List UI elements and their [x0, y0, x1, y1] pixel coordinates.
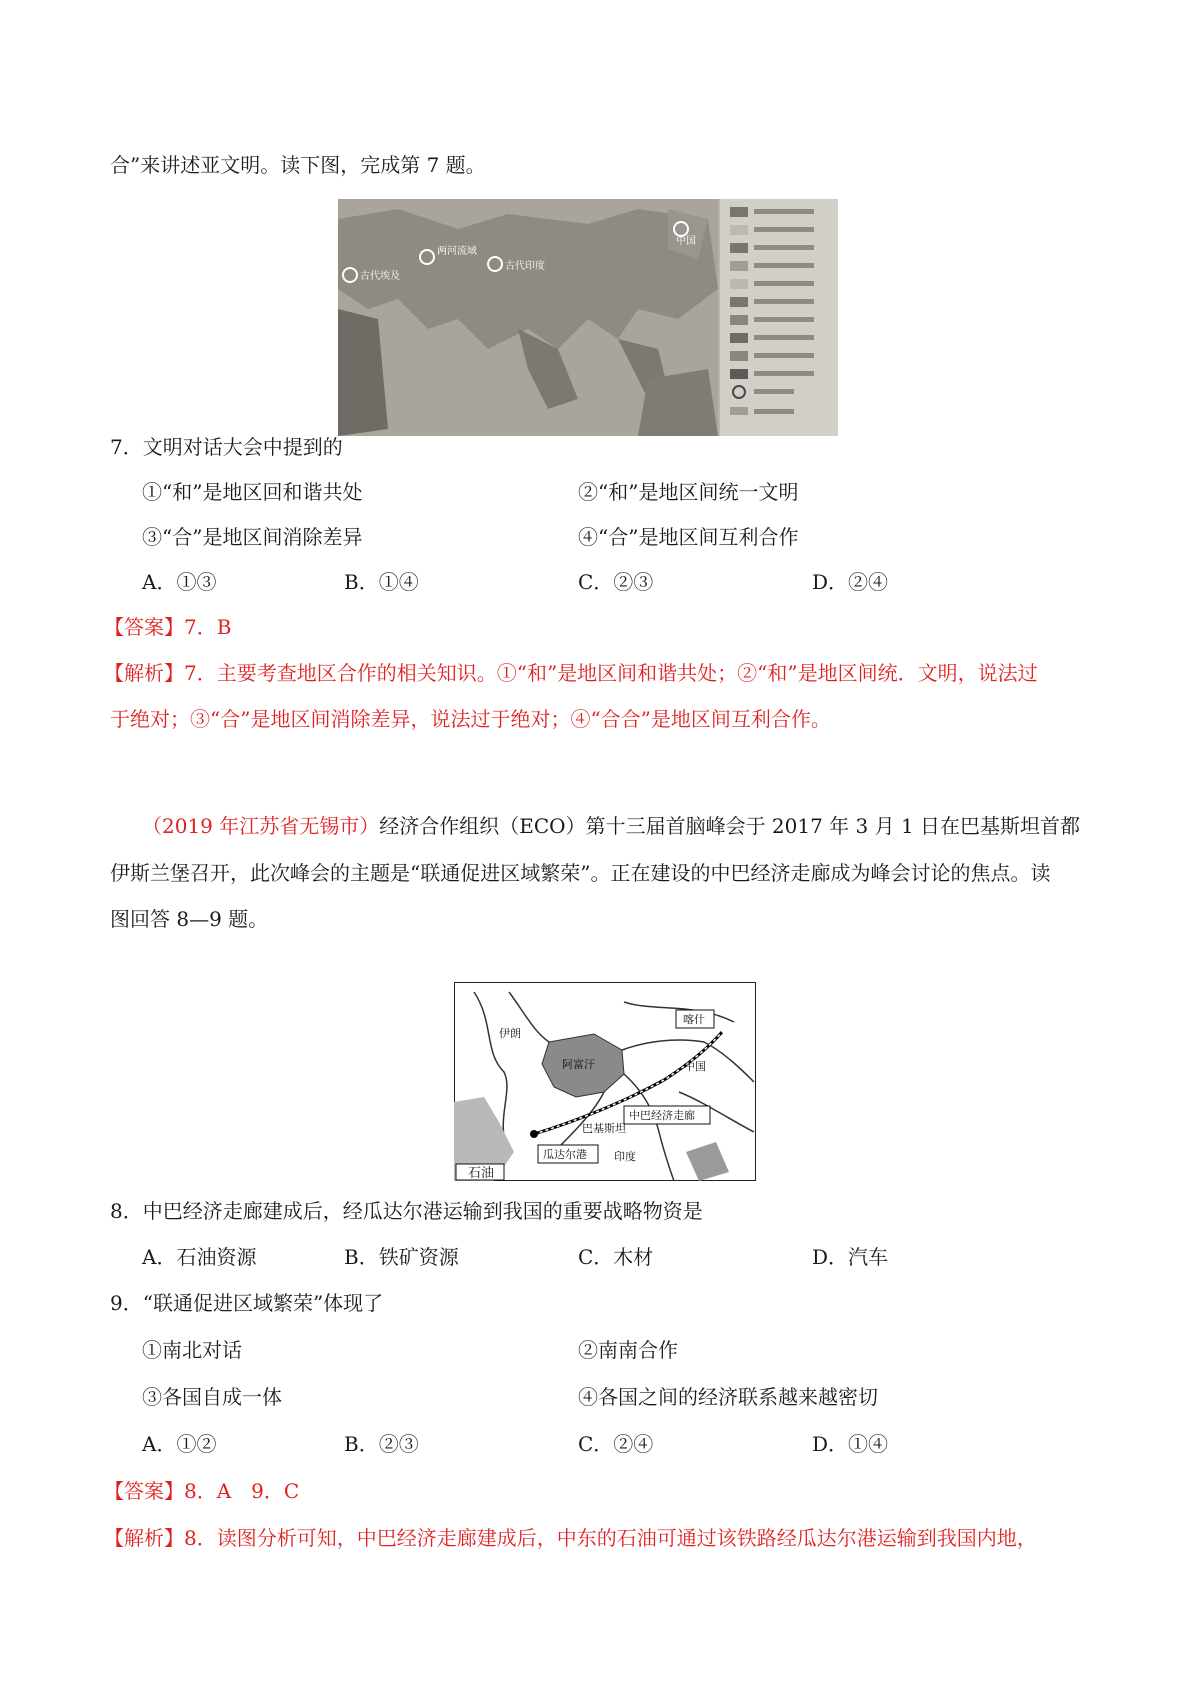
analysis-text: 8．读图分析可知，中巴经济走廊建成后，中东的石油可通过该铁路经瓜达尔港运输到我国内地，: [184, 1526, 1037, 1550]
label-kashgar: 喀什: [683, 1013, 705, 1026]
intro-text: 合”来讲述亚文明。读下图，完成第 7 题。: [110, 153, 486, 177]
q9-choice-d: D．①④: [812, 1432, 889, 1456]
q9-choice-c: C．②④: [578, 1432, 654, 1456]
label-china: 中国: [676, 236, 696, 247]
q7-statement-1: ①“和”是地区回和谐共处: [142, 480, 363, 504]
q9-statement-4: ④各国之间的经济联系越来越密切: [578, 1385, 878, 1409]
q7-choice-d: D．②④: [812, 570, 889, 594]
q8-choice-b: B．铁矿资源: [344, 1245, 459, 1269]
label-ancient-india: 古代印度: [505, 261, 545, 272]
cpec-map: [454, 982, 756, 1181]
q9-statement-3: ③各国自成一体: [142, 1385, 282, 1409]
q7-stem: 7．文明对话大会中提到的: [110, 435, 343, 459]
label-mesopotamia: 两河流域: [437, 246, 477, 257]
q7-statement-3: ③“合”是地区间消除差异: [142, 525, 363, 549]
q8-stem: 8．中巴经济走廊建成后，经瓜达尔港运输到我国的重要战略物资是: [110, 1199, 703, 1223]
answer-7: [104, 614, 231, 640]
label-afghanistan: 阿富汗: [562, 1058, 595, 1071]
answer-tag: 【答案】: [104, 615, 184, 639]
passage-2-line-1: [142, 813, 1080, 839]
q9-stem: 9．“联通促进区域繁荣”体现了: [110, 1291, 384, 1315]
q9-statement-2: ②南南合作: [578, 1338, 678, 1362]
label-ancient-egypt: 古代埃及: [360, 271, 400, 282]
label-india: 印度: [614, 1150, 636, 1163]
ancient-civilizations-map: [338, 199, 838, 436]
q7-statement-2: ②“和”是地区间统一文明: [578, 480, 799, 504]
analysis-7-line-1: [104, 660, 1038, 686]
q7-statement-4: ④“合”是地区间互利合作: [578, 525, 799, 549]
label-gwadar: 瓜达尔港: [543, 1148, 587, 1161]
analysis-7-line-2: 于绝对；③“合”是地区间消除差异，说法过于绝对；④“合合”是地区间互利合作。: [110, 707, 831, 731]
q9-choice-a: A．①②: [142, 1432, 217, 1456]
answer-tag: 【答案】: [104, 1479, 184, 1503]
analysis-tag: 【解析】: [104, 1526, 184, 1550]
q8-choice-a: A．石油资源: [142, 1245, 257, 1269]
passage-source: （2019 年江苏省无锡市）: [142, 814, 380, 838]
passage-2-line-3: 图回答 8—9 题。: [110, 907, 269, 931]
q8-choice-c: C．木材: [578, 1245, 654, 1269]
q7-choice-c: C．②③: [578, 570, 654, 594]
passage-text: 经济合作组织（ECO）第十三届首脑峰会于 2017 年 3 月 1 日在巴基斯坦首都: [379, 814, 1081, 838]
label-pakistan: 巴基斯坦: [582, 1122, 626, 1135]
answer-8-9: [104, 1478, 299, 1504]
answer-text: 7．B: [184, 615, 232, 639]
label-iran: 伊朗: [499, 1027, 521, 1040]
label-oil: 石油: [468, 1166, 495, 1181]
answer-text: 8．A 9．C: [184, 1479, 300, 1503]
q8-choice-d: D．汽车: [812, 1245, 889, 1269]
passage-2-line-2: 伊斯兰堡召开，此次峰会的主题是“联通促进区域繁荣”。正在建设的中巴经济走廊成为峰会讨论的焦点。读: [110, 861, 1051, 885]
analysis-tag: 【解析】: [104, 661, 184, 685]
q9-statement-1: ①南北对话: [142, 1338, 242, 1362]
label-corridor: 中巴经济走廊: [629, 1109, 695, 1122]
label-china-2: 中国: [684, 1060, 706, 1073]
q7-choice-a: A．①③: [142, 570, 217, 594]
q9-choice-b: B．②③: [344, 1432, 419, 1456]
analysis-text: 7．主要考查地区合作的相关知识。①“和”是地区间和谐共处；②“和”是地区间统．文明，说法过: [184, 661, 1038, 685]
analysis-8-line-1: [104, 1525, 1037, 1551]
q7-choice-b: B．①④: [344, 570, 419, 594]
